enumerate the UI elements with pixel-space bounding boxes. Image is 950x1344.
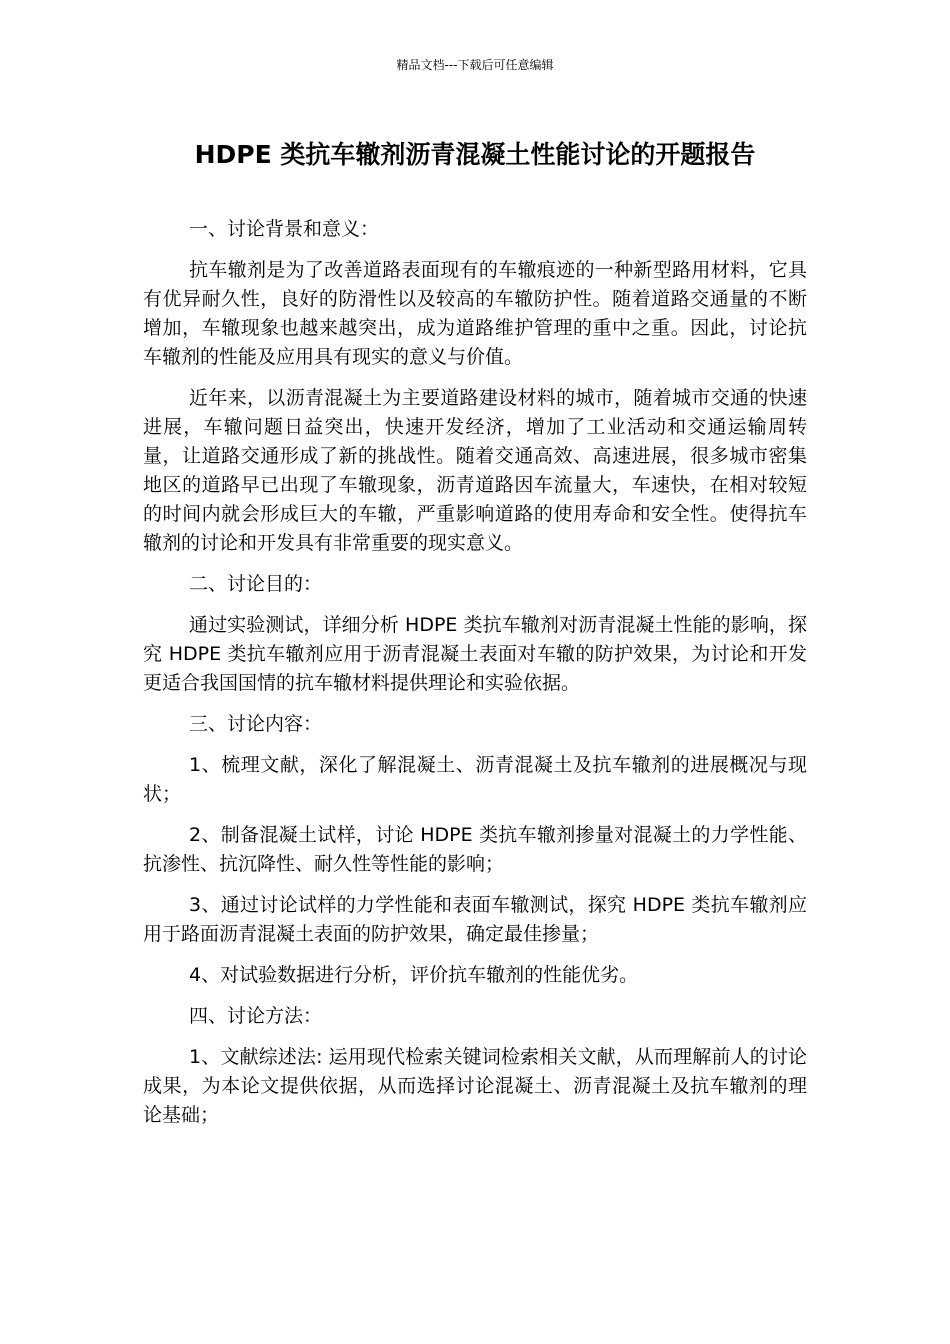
paragraph-background-2: 近年来，以沥青混凝土为主要道路建设材料的城市，随着城市交通的快速进展，车辙问题日益突出，快速开发经济，增加了工业活动和交通运输周转量，让道路交通形成了新的挑战性。随着交通高效、高速进展，很多城市密集地区的道路早已出现了车辙现象，沥青道路因车流量大，车速快，在相对较短的时间内就会形成巨大的车辙，严重影响道路的使用寿命和安全性。使得抗车辙剂的讨论和开发具有非常重要的现实意义。 [143,387,807,554]
list-item-content-1: 1、梳理文献，深化了解混凝土、沥青混凝土及抗车辙剂的进展概况与现状； [143,754,807,805]
page-header: 精品文档---下载后可任意编辑 [396,58,554,72]
list-item-content-2: 2、制备混凝土试样，讨论 HDPE 类抗车辙剂掺量对混凝土的力学性能、抗渗性、抗沉降性、耐久性等性能的影响； [143,824,807,875]
section-heading-background: 一、讨论背景和意义： [189,218,380,240]
list-item-content-3: 3、通过讨论试样的力学性能和表面车辙测试，探究 HDPE 类抗车辙剂应用于路面沥青混凝土表面的防护效果，确定最佳掺量； [143,894,807,945]
section-heading-purpose: 二、讨论目的： [189,573,323,595]
document-title: HDPE 类抗车辙剂沥青混凝土性能讨论的开题报告 [194,140,756,169]
paragraph-purpose: 通过实验测试，详细分析 HDPE 类抗车辙剂对沥青混凝土性能的影响，探究 HDPE 类抗车辙剂应用于沥青混凝土表面对车辙的防护效果，为讨论和开发更适合我国国情的抗车辙材料提供理论和实验依据。 [143,614,807,694]
section-heading-method: 四、讨论方法： [189,1005,323,1027]
paragraph-background-1: 抗车辙剂是为了改善道路表面现有的车辙痕迹的一种新型路用材料，它具有优异耐久性，良好的防滑性以及较高的车辙防护性。随着道路交通量的不断增加，车辙现象也越来越突出，成为道路维护管理的重中之重。因此，讨论抗车辙剂的性能及应用具有现实的意义与价值。 [143,259,807,368]
list-item-content-4: 4、对试验数据进行分析，评价抗车辙剂的性能优劣。 [189,964,639,986]
section-heading-content: 三、讨论内容： [189,713,323,735]
document-body [143,215,807,1142]
list-item-method-1: 1、文献综述法: 运用现代检索关键词检索相关文献，从而理解前人的讨论成果，为本论文提供依据，从而选择讨论混凝土、沥青混凝土及抗车辙剂的理论基础； [143,1046,807,1126]
